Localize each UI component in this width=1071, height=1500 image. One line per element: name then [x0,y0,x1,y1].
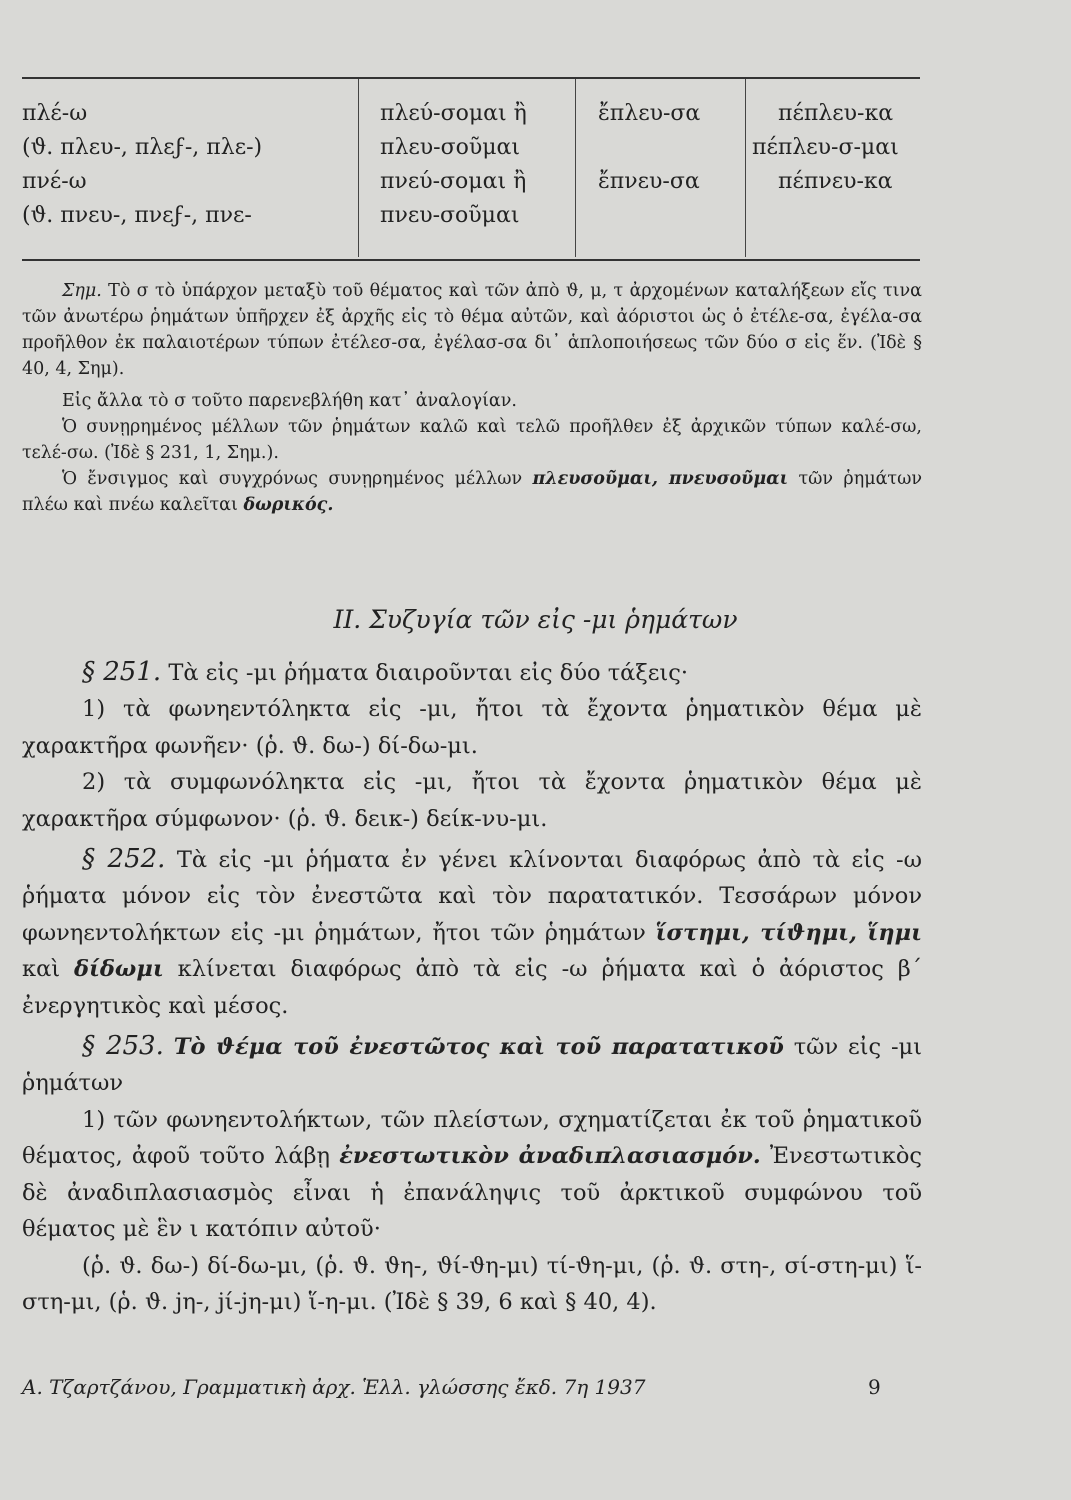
paragraph-text: καὶ [22,956,61,983]
note-paragraph: Εἰς ἄλλα τὸ σ τοῦτο παρενεβλήθη κατ᾽ ἀναλογίαν. [62,391,517,411]
table-cell: πέπνευ-κα [778,169,893,194]
table-cell: ἔπλευ-σα [598,101,701,126]
table-divider [358,79,359,257]
paragraph: 1) τὰ φωνηεντόληκτα εἰς -μι, ἤτοι τὰ ἔχοντα ῥηματικὸν θέμα μὲ χαρακτῆρα φωνῆεν· (ῥ. ϑ. δω-) δί-δω-μι. [22,696,922,759]
section-heading: ΙΙ. Συζυγία τῶν εἰς -μι ῥημάτων [333,605,738,634]
paragraph-text: Τὰ εἰς -μι ῥήματα ἐν γένει κλίνονται διαφόρως ἀπὸ τὰ εἰς -ω ῥήματα μόνον εἰς τὸν ἐνεστῶτα καὶ τὸν παρατατικόν. Τεσσάρων μόνον φωνηεντολήκτων εἰς -μι ῥημάτων, ἤτοι τῶν ῥημάτων [22,847,923,946]
note-paragraph [22,278,922,382]
section-title: Τὸ ϑέμα τοῦ ἐνεστῶτος καὶ τοῦ παρατατικοῦ [173,1034,784,1061]
paragraph [22,1028,922,1102]
table-cell: πνευ-σοῦμαι [380,203,520,228]
table-bottom-rule [22,259,920,261]
paragraph-text: κλίνεται διαφόρως ἀπὸ τὰ εἰς -ω ῥήματα καὶ ὁ ἀόριστος β΄ ἐνεργητικὸς καὶ μέσος. [22,956,922,1019]
page-number: 9 [868,1375,881,1399]
paragraph: (ῥ. ϑ. δω-) δί-δω-μι, (ῥ. ϑ. ϑη-, ϑί-ϑη-μι) τί-ϑη-μι, (ῥ. ϑ. στη-, σί-στη-μι) ἵ-στη-μι, (ῥ. ϑ. jη-, jί-jη-μι) ἵ-η-μι. (Ἰδὲ § 39, 6 καὶ § 40, 4). [22,1252,922,1315]
section-number: § 253. [82,1031,164,1062]
main-text [22,654,922,1320]
table-cell: πνέ-ω [22,169,87,194]
note-paragraph [22,466,922,518]
table-cell: πλευ-σοῦμαι [380,135,521,160]
note-text: τῶν ῥημάτων πλέω καὶ πνέω καλεῖται [22,469,922,515]
emphasis: ἐνεστωτικὸν ἀναδιπλασιασμόν. [339,1143,761,1170]
section-number: § 252. [82,844,166,875]
table-cell: πέπλευ-σ-μαι [752,135,899,160]
paragraph [22,1102,922,1248]
note-text: Ὁ ἔνσιγμος καὶ συγχρόνως συνῃρημένος μέλλων [62,469,523,489]
emphasis: δίδωμι [74,956,164,983]
paragraph [22,654,922,691]
paragraph-text: τῶν εἰς -μι ῥημάτων [22,1034,922,1097]
section-number: § 251. [82,657,162,687]
note-label: Σημ. [62,281,102,301]
table-cell: (ϑ. πλευ-, πλεϝ-, πλε-) [22,135,263,160]
note-text: Τὸ σ τὸ ὑπάρχον μεταξὺ τοῦ θέματος καὶ τῶν ἀπὸ ϑ, μ, τ ἀρχομένων καταλήξεων εἴς τινα τῶν ἀνωτέρω ῥημάτων ὑπῆρχεν ἐξ ἀρχῆς εἰς τὸ θέμα αὐτῶν, καὶ ἀόριστοι ὡς ὁ ἐτέλε-σα, ἐγέλα-σα προῆλθον ἐκ παλαιοτέρων τύπων ἐτέλεσ-σα, ἐγέλασ-σα δι᾽ ἁπλοποιήσεως τῶν δύο σ εἰς ἕν. (Ἰδὲ § 40, 4, Σημ). [22,281,922,379]
paragraph-text: Ἐνεστωτικὸς δὲ ἀναδιπλασιασμὸς εἶναι ἡ ἐπανάληψις τοῦ ἀρκτικοῦ συμφώνου τοῦ θέματος μὲ ἓν ι κατόπιν αὐτοῦ· [22,1143,923,1243]
emphasis: ἵστημι, τίϑημι, ἵημι [655,919,922,946]
footer-citation: Α. Τζαρτζάνου, Γραμματικὴ ἀρχ. Ἑλλ. γλώσσης ἔκδ. 7η 1937 [22,1375,646,1399]
note-emphasis: δωρικός. [243,495,334,515]
paragraph-text: Τὰ εἰς -μι ῥήματα διαιροῦνται εἰς δύο τάξεις· [168,660,688,686]
table-top-rule [22,77,920,79]
table-cell: πέπλευ-κα [778,101,894,126]
note-paragraph: Ὁ συνῃρημένος μέλλων τῶν ῥημάτων καλῶ καὶ τελῶ προῆλθεν ἐξ ἀρχικῶν τύπων καλέ-σω, τελέ-σω. (Ἰδὲ § 231, 1, Σημ.). [22,417,922,463]
table-divider [745,79,746,257]
table-divider [575,79,576,257]
paragraph-text: 1) τῶν φωνηεντολήκτων, τῶν πλείστων, σχηματίζεται ἐκ τοῦ ῥηματικοῦ θέματος, ἀφοῦ τοῦτο λάβῃ [22,1106,922,1170]
note-emphasis: πλευσοῦμαι, πνευσοῦμαι [532,469,789,489]
paragraph [22,841,922,1024]
table-cell: ἔπνευ-σα [598,169,700,194]
table-cell: (ϑ. πνευ-, πνεϝ-, πνε- [22,203,252,228]
table-cell: πλέ-ω [22,101,88,126]
note-block [22,278,922,518]
table-cell: πλεύ-σομαι ἢ [380,101,527,126]
paragraph: 2) τὰ συμφωνόληκτα εἰς -μι, ἤτοι τὰ ἔχοντα ῥηματικὸν θέμα μὲ χαρακτῆρα σύμφωνον· (ῥ. ϑ. δεικ-) δείκ-νυ-μι. [22,769,922,832]
table-cell: πνεύ-σομαι ἢ [380,169,527,194]
